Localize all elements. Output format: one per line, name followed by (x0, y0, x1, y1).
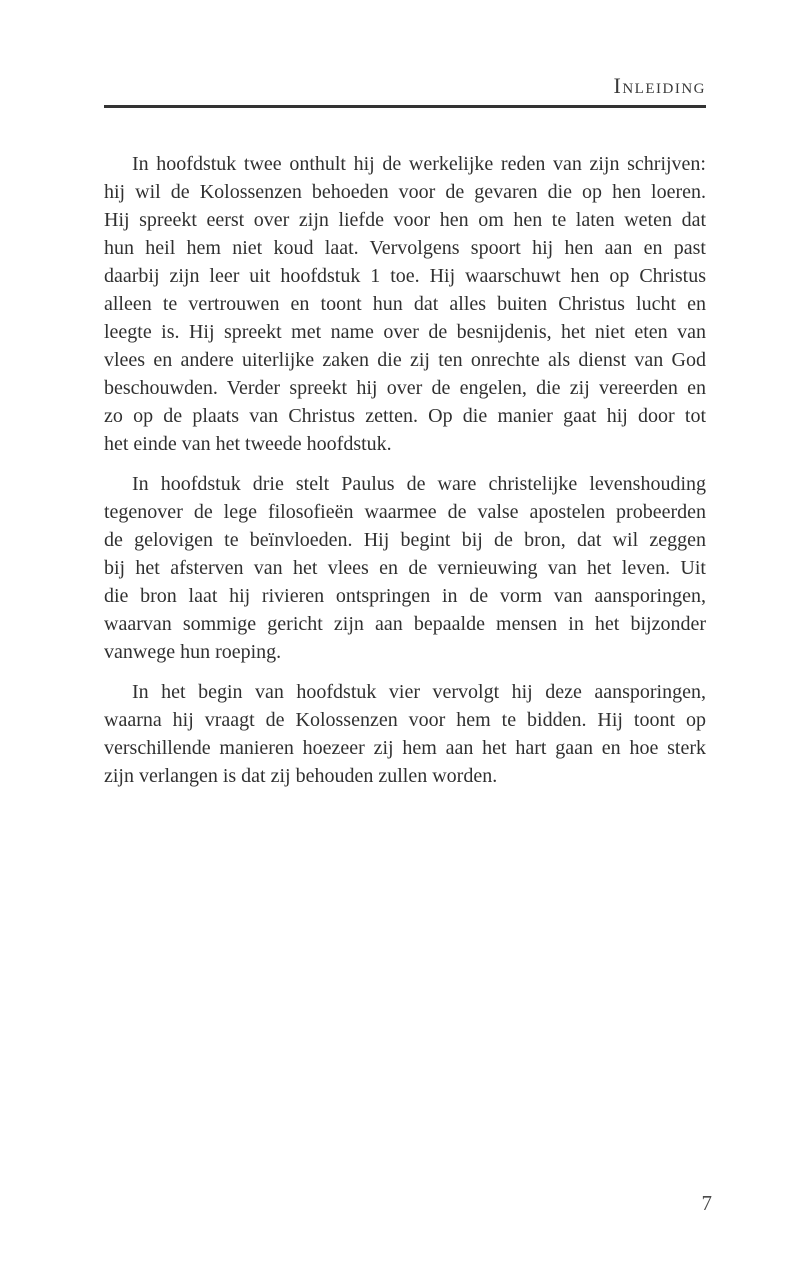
text-line: die bron laat hij rivieren ontspringen in de vorm van aansporingen, (104, 585, 706, 607)
text-line: waarvan sommige gericht zijn aan bepaalde mensen in het bijzonder (104, 613, 706, 635)
text-line: de gelovigen te beïnvloeden. Hij begint bij de bron, dat wil zeggen (104, 529, 706, 551)
running-header (104, 74, 706, 108)
text-line: beschouwden. Verder spreekt hij over de engelen, die zij vereerden en (104, 377, 706, 399)
text-line: hij wil de Kolossenzen behoeden voor de gevaren die op hen loeren. (104, 181, 706, 203)
text-line: alleen te vertrouwen en toont hun dat alles buiten Christus lucht en (104, 293, 706, 315)
text-line: Hij spreekt eerst over zijn liefde voor hen om hen te laten weten dat (104, 209, 706, 231)
text-line: hun heil hem niet koud laat. Vervolgens spoort hij hen aan en past (104, 237, 706, 259)
text-line: leegte is. Hij spreekt met name over de besnijdenis, het niet eten van (104, 321, 706, 343)
text-line: vlees en andere uiterlijke zaken die zij ten onrechte als dienst van God (104, 349, 706, 371)
paragraphs (104, 150, 706, 790)
text-line: zo op de plaats van Christus zetten. Op die manier gaat hij door tot (104, 405, 706, 427)
text-line: In hoofdstuk drie stelt Paulus de ware christelijke levenshouding (132, 473, 706, 495)
paragraph (104, 678, 706, 790)
text-line: waarna hij vraagt de Kolossenzen voor hem te bidden. Hij toont op (104, 709, 706, 731)
text-line: tegenover de lege filosofieën waarmee de valse apostelen probeerden (104, 501, 706, 523)
running-header-title: Inleiding (613, 73, 706, 98)
text-line: het einde van het tweede hoofdstuk. (104, 433, 392, 455)
text-line: vanwege hun roeping. (104, 641, 282, 663)
page-number: 7 (701, 1191, 712, 1215)
text-line: zijn verlangen is dat zij behouden zullen worden. (104, 765, 498, 787)
text-line: bij het afsterven van het vlees en de vernieuwing van het leven. Uit (104, 557, 706, 579)
book-page (104, 74, 706, 790)
text-line: In het begin van hoofdstuk vier vervolgt hij deze aansporingen, (132, 681, 706, 703)
text-line: In hoofdstuk twee onthult hij de werkelijke reden van zijn schrijven: (132, 153, 706, 175)
paragraph (104, 150, 706, 458)
paragraph (104, 470, 706, 666)
text-line: daarbij zijn leer uit hoofdstuk 1 toe. Hij waarschuwt hen op Christus (104, 265, 706, 287)
text-line: verschillende manieren hoezeer zij hem aan het hart gaan en hoe sterk (104, 737, 706, 759)
